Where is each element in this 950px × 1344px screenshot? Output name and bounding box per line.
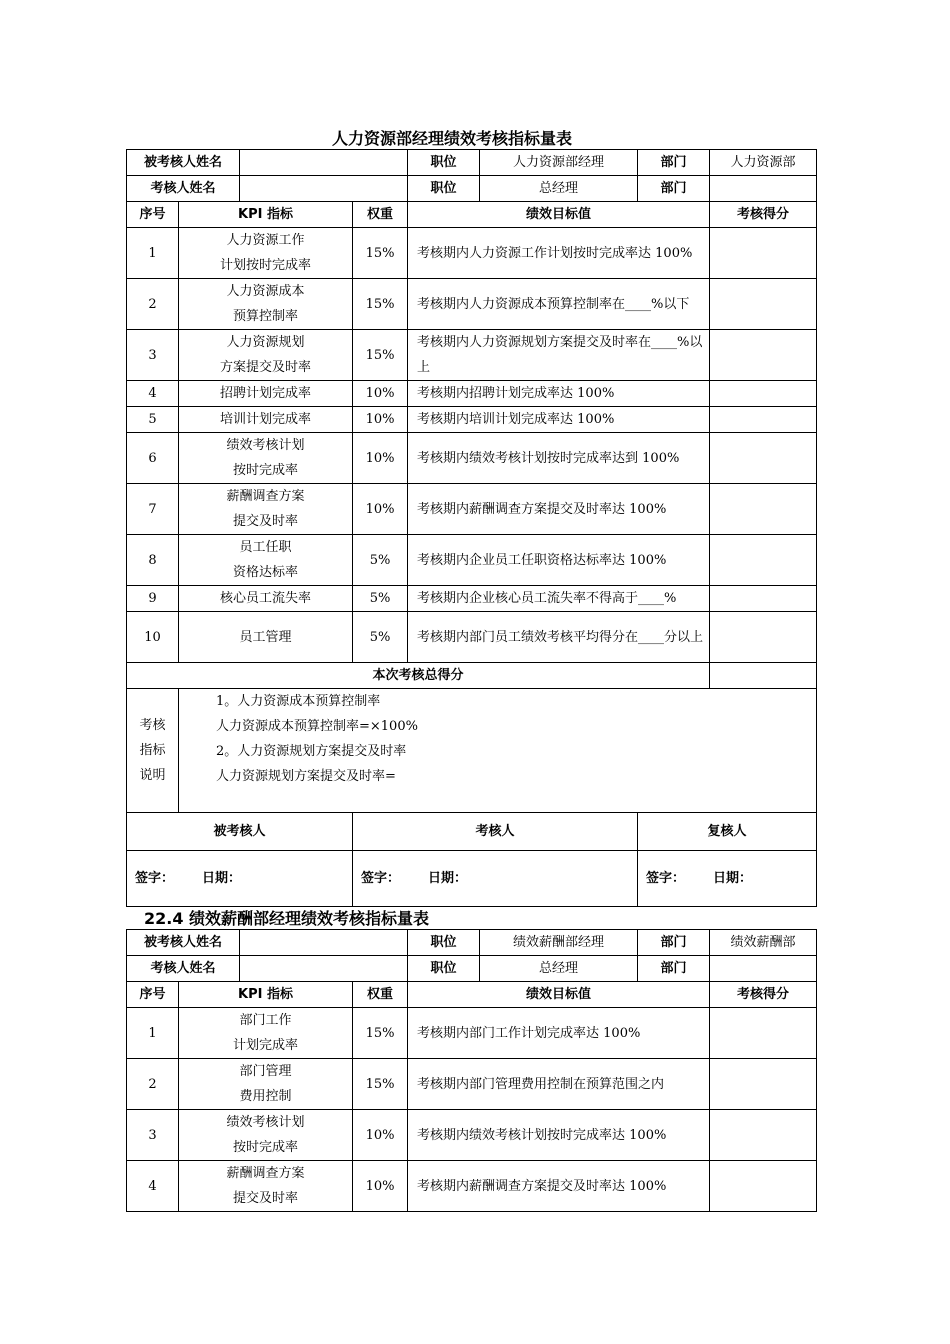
signer-header: 复核人: [638, 813, 817, 851]
score-cell: [710, 407, 817, 433]
kpi-name: [179, 612, 353, 663]
row-number: 1: [127, 1008, 179, 1059]
kpi-name: [179, 381, 353, 407]
column-header: KPI 指标: [179, 202, 353, 228]
position-value: 绩效薪酬部经理: [480, 930, 638, 956]
kpi-name-line: 薪酬调查方案: [226, 1166, 305, 1181]
kpi-name: [179, 1008, 353, 1059]
score-cell: [710, 433, 817, 484]
weight: 15%: [353, 228, 408, 279]
table-row: [127, 433, 817, 484]
row-number: 3: [127, 330, 179, 381]
column-header: 权重: [353, 982, 408, 1008]
row-number: 6: [127, 433, 179, 484]
table-row: [127, 330, 817, 381]
kpi-name: [179, 1059, 353, 1110]
notes-label-line: 考核: [139, 718, 166, 733]
target-value: 考核期内绩效考核计划按时完成率达到 100%: [408, 433, 710, 484]
table-row: [127, 1110, 817, 1161]
date-label: 日期：: [202, 871, 242, 886]
score-cell: [710, 330, 817, 381]
table-row: [127, 279, 817, 330]
table2-title: 22.4 绩效薪酬部经理绩效考核指标量表: [144, 909, 430, 928]
note-line: 2。人力资源规划方案提交及时率: [216, 744, 407, 759]
kpi-name-line: 人力资源成本: [226, 284, 305, 299]
column-header: 权重: [353, 202, 408, 228]
examinee-label: 被考核人姓名: [127, 930, 240, 956]
weight: 5%: [353, 586, 408, 612]
kpi-name-line: 方案提交及时率: [220, 360, 312, 375]
row-number: 8: [127, 535, 179, 586]
kpi-name-line: 提交及时率: [233, 1191, 299, 1206]
row-number: 4: [127, 1161, 179, 1212]
dept-value: 人力资源部: [710, 150, 817, 176]
dept-value: 绩效薪酬部: [710, 930, 817, 956]
kpi-name-line: 提交及时率: [233, 514, 299, 529]
column-header: KPI 指标: [179, 982, 353, 1008]
signature-cell: [638, 851, 817, 907]
row-number: 1: [127, 228, 179, 279]
sign-label: 签字：: [361, 871, 401, 886]
total-score-label: 本次考核总得分: [127, 663, 710, 689]
kpi-name-line: 培训计划完成率: [220, 412, 312, 427]
kpi-name: [179, 433, 353, 484]
target-value: 考核期内企业核心员工流失率不得高于____%: [408, 586, 710, 612]
kpi-name-line: 预算控制率: [233, 309, 299, 324]
position-label: 职位: [408, 956, 480, 982]
target-value: 考核期内人力资源成本预算控制率在____%以下: [408, 279, 710, 330]
column-header: 考核得分: [710, 202, 817, 228]
table-row: [127, 612, 817, 663]
note-line: 人力资源规划方案提交及时率=: [216, 769, 396, 784]
weight: 10%: [353, 1161, 408, 1212]
examinee-value: [240, 150, 408, 176]
dept-value: [710, 956, 817, 982]
notes-label-line: 说明: [139, 768, 166, 783]
kpi-name-line: 按时完成率: [233, 463, 299, 478]
column-header: 序号: [127, 982, 179, 1008]
sign-label: 签字：: [135, 871, 175, 886]
position-label: 职位: [408, 930, 480, 956]
weight: 10%: [353, 1110, 408, 1161]
dept-label: 部门: [638, 176, 710, 202]
target-value: 考核期内人力资源工作计划按时完成率达 100%: [408, 228, 710, 279]
table-row: [127, 407, 817, 433]
note-line: 人力资源成本预算控制率=×100%: [216, 719, 418, 734]
weight: 15%: [353, 1008, 408, 1059]
kpi-name-line: 人力资源工作: [226, 233, 305, 248]
row-number: 10: [127, 612, 179, 663]
score-cell: [710, 484, 817, 535]
examiner-value: [240, 176, 408, 202]
position-value: 人力资源部经理: [480, 150, 638, 176]
date-label: 日期：: [428, 871, 468, 886]
target-value: 考核期内部门员工绩效考核平均得分在____分以上: [408, 612, 710, 663]
row-number: 3: [127, 1110, 179, 1161]
table-row: [127, 586, 817, 612]
table-row: [127, 228, 817, 279]
kpi-name: [179, 1110, 353, 1161]
row-number: 4: [127, 381, 179, 407]
weight: 10%: [353, 484, 408, 535]
dept-label: 部门: [638, 956, 710, 982]
examiner-label: 考核人姓名: [127, 956, 240, 982]
target-value: 考核期内绩效考核计划按时完成率达 100%: [408, 1110, 710, 1161]
kpi-name-line: 人力资源规划: [226, 335, 305, 350]
notes-content: [179, 689, 817, 813]
target-value: 考核期内培训计划完成率达 100%: [408, 407, 710, 433]
table-row: [127, 1161, 817, 1212]
target-value: 考核期内招聘计划完成率达 100%: [408, 381, 710, 407]
kpi-name-line: 费用控制: [239, 1089, 292, 1104]
table-row: [127, 1059, 817, 1110]
target-value: 考核期内企业员工任职资格达标率达 100%: [408, 535, 710, 586]
weight: 5%: [353, 612, 408, 663]
signature-cell: [353, 851, 638, 907]
score-cell: [710, 535, 817, 586]
position-label: 职位: [408, 176, 480, 202]
column-header: 考核得分: [710, 982, 817, 1008]
kpi-name-line: 员工管理: [239, 629, 292, 645]
dept-label: 部门: [638, 930, 710, 956]
table-row: [127, 535, 817, 586]
row-number: 5: [127, 407, 179, 433]
kpi-name-line: 绩效考核计划: [226, 438, 305, 453]
kpi-name: [179, 228, 353, 279]
kpi-name-line: 部门工作: [239, 1013, 292, 1028]
kpi-name-line: 资格达标率: [233, 565, 299, 580]
note-line: 1。人力资源成本预算控制率: [216, 694, 381, 709]
total-score-value: [710, 663, 817, 689]
score-cell: [710, 586, 817, 612]
notes-label-line: 指标: [139, 743, 166, 758]
table-row: [127, 1008, 817, 1059]
target-value: 考核期内部门管理费用控制在预算范围之内: [408, 1059, 710, 1110]
kpi-name-line: 员工任职: [239, 540, 292, 555]
column-header: 绩效目标值: [408, 202, 710, 228]
kpi-name: [179, 586, 353, 612]
row-number: 2: [127, 1059, 179, 1110]
kpi-name: [179, 484, 353, 535]
notes-label: [127, 689, 179, 813]
kpi-name: [179, 1161, 353, 1212]
signer-header: 被考核人: [127, 813, 353, 851]
score-cell: [710, 1059, 817, 1110]
sign-label: 签字：: [646, 871, 686, 886]
column-header: 序号: [127, 202, 179, 228]
signer-header: 考核人: [353, 813, 638, 851]
score-cell: [710, 612, 817, 663]
score-cell: [710, 1161, 817, 1212]
row-number: 7: [127, 484, 179, 535]
position-label: 职位: [408, 150, 480, 176]
kpi-name-line: 薪酬调查方案: [226, 489, 305, 504]
kpi-name-line: 计划按时完成率: [220, 258, 312, 273]
examinee-label: 被考核人姓名: [127, 150, 240, 176]
kpi-name-line: 招聘计划完成率: [220, 386, 312, 401]
score-cell: [710, 279, 817, 330]
table-row: [127, 381, 817, 407]
kpi-name-line: 核心员工流失率: [220, 591, 312, 606]
score-cell: [710, 1110, 817, 1161]
target-value: 考核期内部门工作计划完成率达 100%: [408, 1008, 710, 1059]
signature-cell: [127, 851, 353, 907]
target-value: 考核期内薪酬调查方案提交及时率达 100%: [408, 1161, 710, 1212]
weight: 15%: [353, 1059, 408, 1110]
score-cell: [710, 228, 817, 279]
kpi-name-line: 部门管理: [239, 1064, 292, 1079]
kpi-name: [179, 535, 353, 586]
kpi-name-line: 计划完成率: [233, 1038, 299, 1053]
table1-title: 人力资源部经理绩效考核指标量表: [332, 129, 573, 148]
weight: 5%: [353, 535, 408, 586]
weight: 10%: [353, 433, 408, 484]
examiner-value: [240, 956, 408, 982]
score-cell: [710, 381, 817, 407]
kpi-name-line: 绩效考核计划: [226, 1115, 305, 1130]
kpi-name: [179, 330, 353, 381]
column-header: 绩效目标值: [408, 982, 710, 1008]
weight: 15%: [353, 330, 408, 381]
table1-kpi-table: [126, 149, 817, 907]
dept-label: 部门: [638, 150, 710, 176]
date-label: 日期：: [713, 871, 753, 886]
target-value: 考核期内薪酬调查方案提交及时率达 100%: [408, 484, 710, 535]
position-value: 总经理: [480, 176, 638, 202]
dept-value: [710, 176, 817, 202]
examinee-value: [240, 930, 408, 956]
score-cell: [710, 1008, 817, 1059]
weight: 10%: [353, 381, 408, 407]
kpi-name: [179, 279, 353, 330]
examiner-label: 考核人姓名: [127, 176, 240, 202]
kpi-name-line: 按时完成率: [233, 1140, 299, 1155]
weight: 15%: [353, 279, 408, 330]
row-number: 9: [127, 586, 179, 612]
table2-kpi-table: [126, 929, 817, 1212]
kpi-name: [179, 407, 353, 433]
weight: 10%: [353, 407, 408, 433]
table-row: [127, 484, 817, 535]
target-value: 考核期内人力资源规划方案提交及时率在____%以上: [408, 330, 710, 381]
position-value: 总经理: [480, 956, 638, 982]
row-number: 2: [127, 279, 179, 330]
